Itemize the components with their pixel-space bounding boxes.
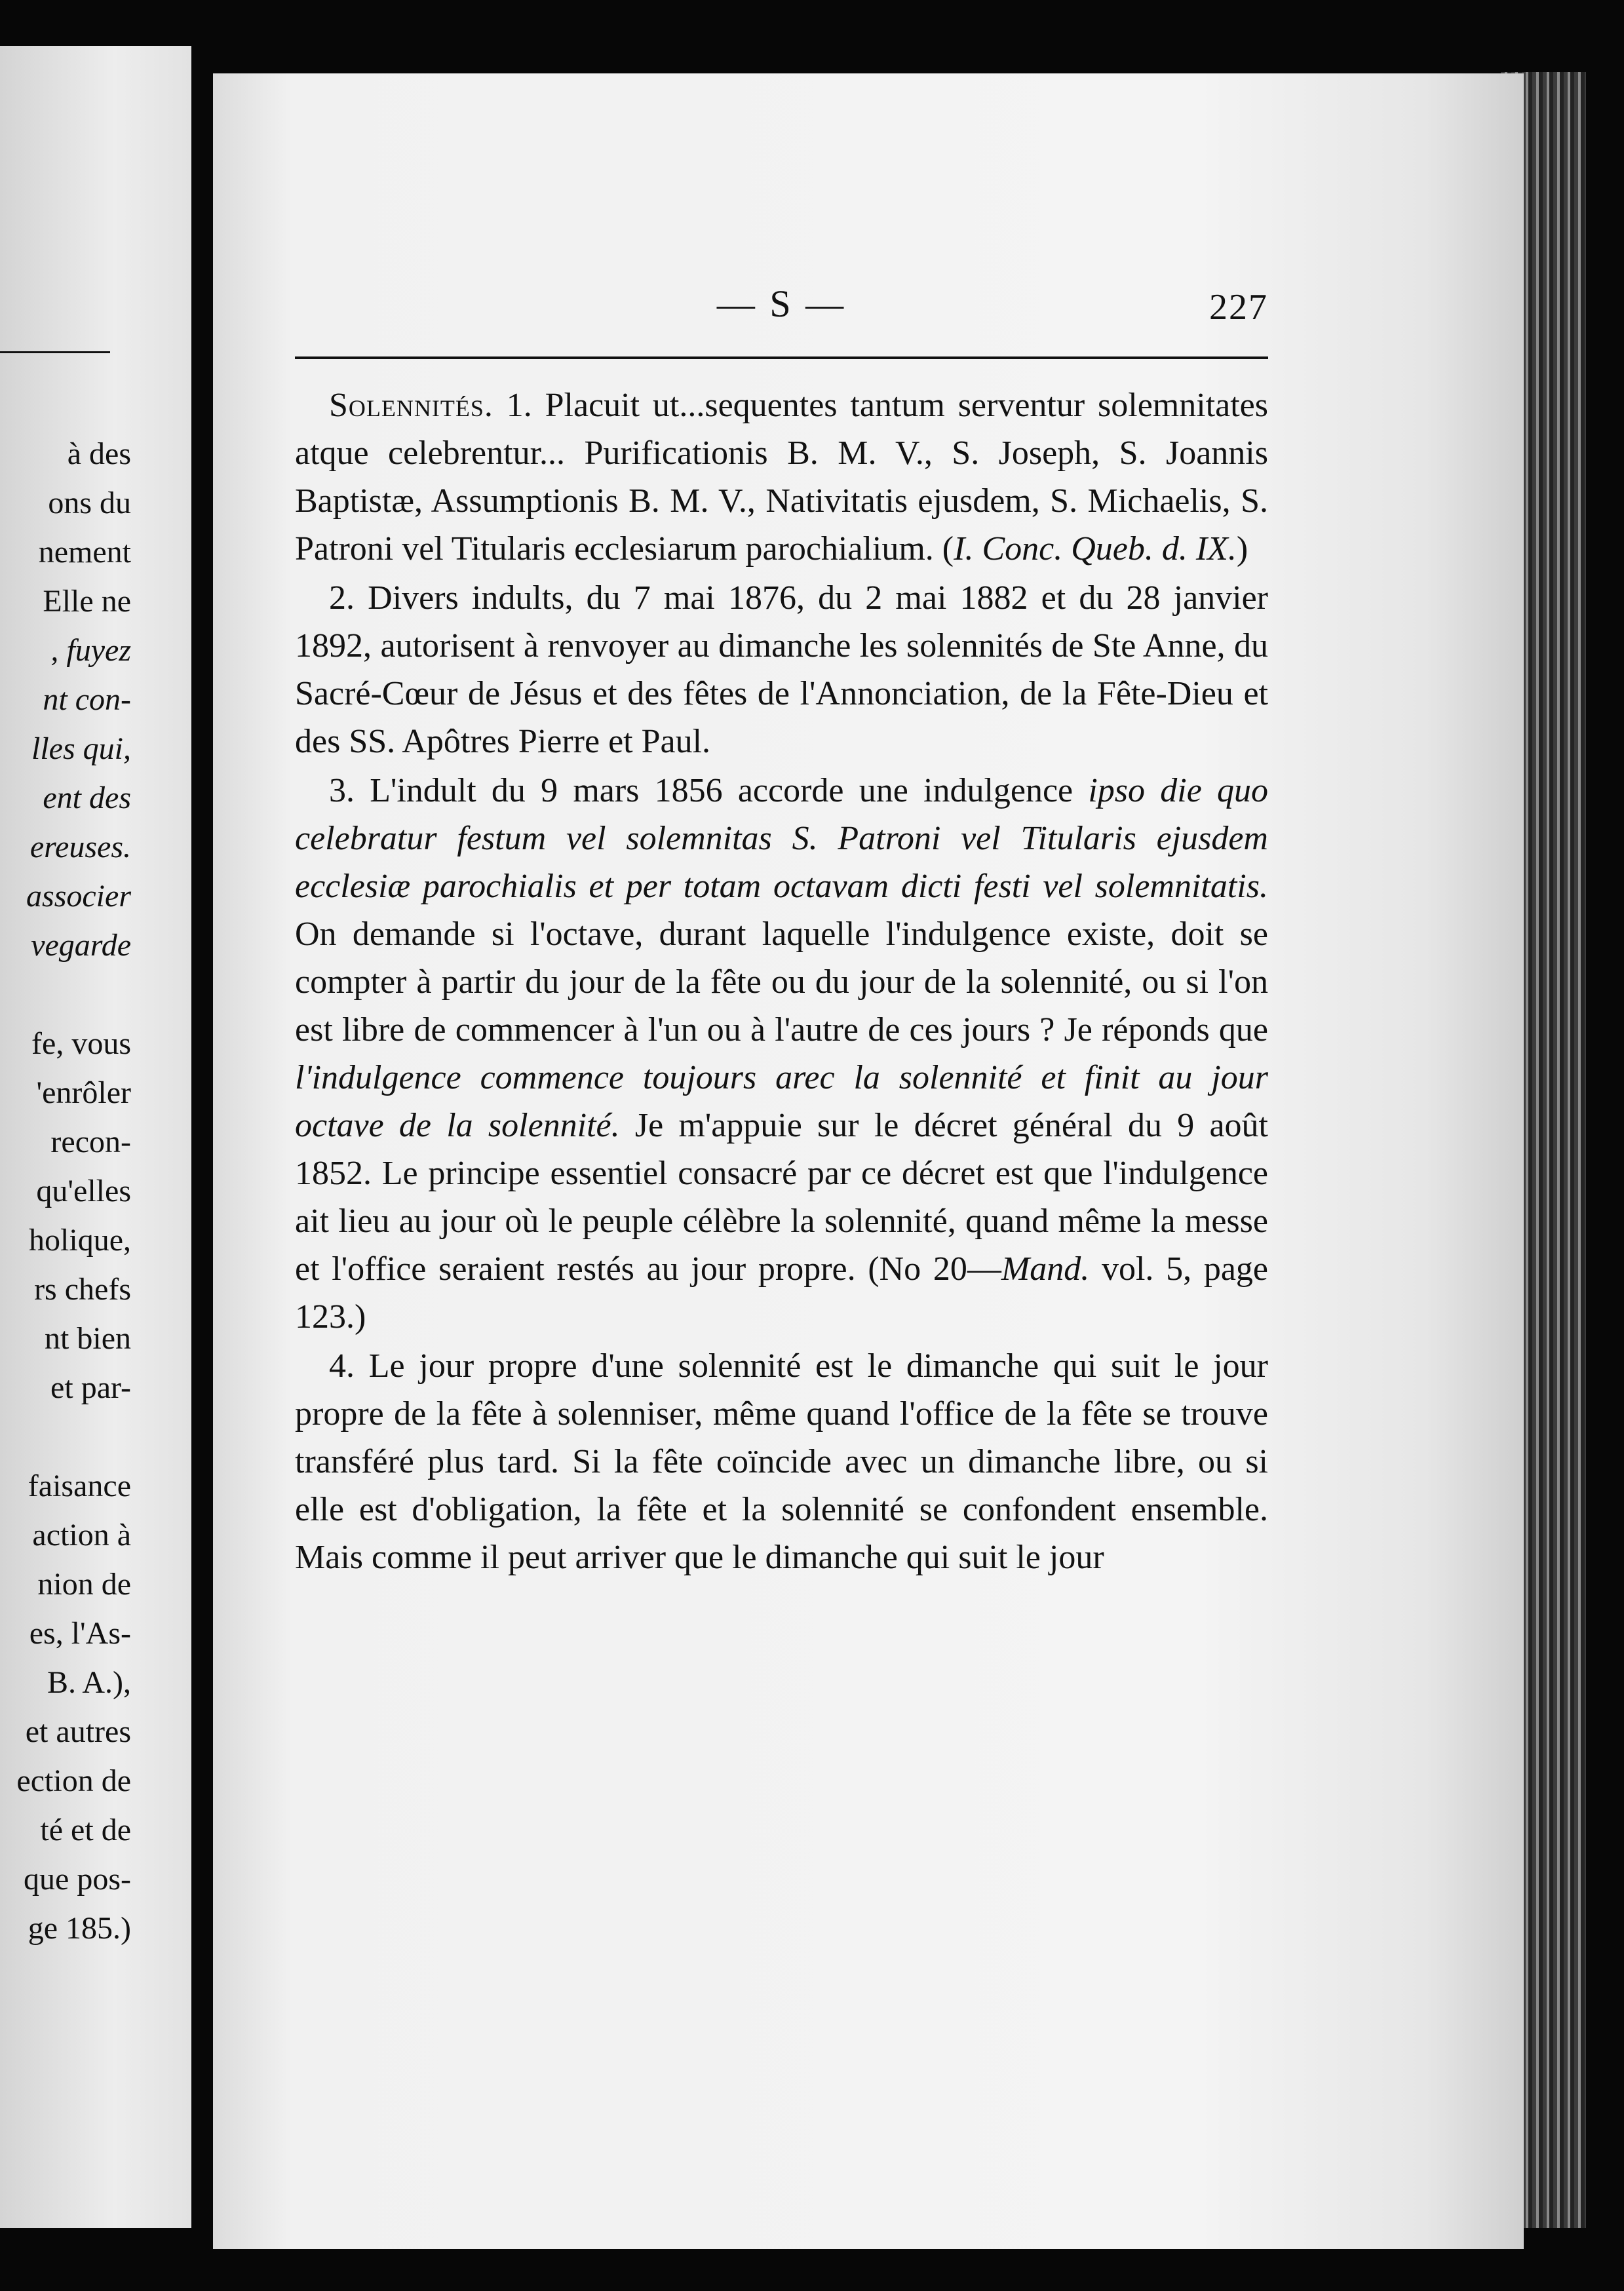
paragraph-2: 2. Divers indults, du 7 mai 1876, du 2 mai 1882 et du 28 janvier 1892, autorisent à renvoyer au dimanche les solennités de Ste Anne, du Sacré-Cœur de Jésus et des fêtes de l'Annonciation, de la Fête-Dieu et des SS. Apôtres Pierre et Paul. <box>295 579 1268 760</box>
previous-page-line: et par- <box>50 1370 131 1405</box>
previous-page-line: associer <box>26 879 131 914</box>
previous-page-line: faisance <box>28 1469 131 1503</box>
previous-page-line: holique, <box>29 1223 131 1258</box>
previous-page-line: nt bien <box>45 1321 131 1356</box>
previous-page-line: ereuses. <box>29 830 131 864</box>
paragraph-3-text-c: Je m'appuie sur le décret général du 9 août 1852. Le principe essentiel consacré par ce décret est que l'indulgence ait lieu au jour où le peuple célèbre la solennité, quand même la messe et l'office seraient restés au jour propre. (No 20— <box>295 1107 1268 1288</box>
previous-page-line: qu'elles <box>36 1174 131 1208</box>
entry-heading: Solennités. <box>329 387 493 424</box>
previous-page-line: vegarde <box>31 928 131 963</box>
paragraph-1-text: 1. Placuit ut...sequentes tantum serventur solemnitates atque celebrentur... Purificationis B. M. V., S. Joseph, S. Joannis Baptistæ, Assumptionis B. M. V., Nativitatis ejusdem, S. Michaelis, S. Patroni vel Titularis ecclesiarum parochialium. ( <box>295 387 1268 568</box>
previous-page-line: recon- <box>50 1125 131 1159</box>
previous-page-line: ection de <box>16 1763 131 1798</box>
paragraph-3 <box>295 767 1268 1341</box>
previous-page-line: à des <box>67 436 131 471</box>
line-gap <box>0 970 131 1019</box>
previous-page-text <box>0 429 131 1953</box>
latin-quote: ipso die quo celebratur festum vel solemnitas S. Patroni vel Titularis ejusdem ecclesiæ parochialis et per totam octavam dicti festi vel solemnitatis. <box>295 772 1269 905</box>
previous-page-line: que pos- <box>24 1862 131 1896</box>
page-number: 227 <box>1209 287 1268 328</box>
paragraph-3-text-d: vol. 5, page 123.) <box>295 1250 1268 1336</box>
previous-page-rule <box>0 351 110 353</box>
previous-page-fragment <box>0 46 191 2228</box>
previous-page-line: nement <box>38 535 131 569</box>
paragraph-4: 4. Le jour propre d'une solennité est le dimanche qui suit le jour propre de la fête à solenniser, même quand l'office de la fête se trouve transféré plus tard. Si la fête coïncide avec un dimanche libre, ou si elle est d'obligation, la fête et la solennité se confondent ensemble. Mais comme il peut arriver que le dimanche qui suit le jour <box>295 1347 1268 1576</box>
citation: I. Conc. Queb. d. IX. <box>954 530 1237 568</box>
body-text <box>295 381 1268 1583</box>
previous-page-line: Elle ne <box>43 584 131 619</box>
previous-page-line: ge 185.) <box>28 1911 131 1946</box>
previous-page-line: , fuyez <box>50 633 131 668</box>
previous-page-line: action à <box>32 1518 131 1552</box>
line-gap <box>0 1412 131 1461</box>
book-page <box>213 73 1524 2249</box>
previous-page-line: nion de <box>37 1567 131 1602</box>
previous-page-line: et autres <box>25 1714 131 1749</box>
previous-page-line: fe, vous <box>31 1026 131 1061</box>
paragraph-1 <box>295 381 1268 573</box>
previous-page-line: ons du <box>48 486 131 520</box>
previous-page-line: ent des <box>43 780 131 815</box>
previous-page-line: nt con- <box>43 682 131 717</box>
paragraph-1-close: ) <box>1236 530 1248 568</box>
running-head: — S — <box>716 282 847 325</box>
paragraph-3-text-a: 3. L'indult du 9 mars 1856 accorde une indulgence <box>329 772 1089 809</box>
previous-page-line: rs chefs <box>34 1272 131 1307</box>
mand-reference: Mand. <box>1001 1250 1090 1288</box>
header-rule <box>295 356 1268 359</box>
previous-page-line: té et de <box>40 1813 131 1847</box>
previous-page-line: B. A.), <box>47 1665 131 1700</box>
previous-page-line: lles qui, <box>31 731 131 766</box>
answer-italic: l'indulgence commence toujours arec la solennité et finit au jour octave de la solennité. <box>295 1059 1268 1144</box>
previous-page-line: 'enrôler <box>36 1075 131 1110</box>
paragraph-3-text-b: On demande si l'octave, durant laquelle l'indulgence existe, doit se compter à partir du jour de la fête ou du jour de la solennité, ou si l'on est libre de commencer à l'un ou à l'autre de ces jours ? Je réponds que <box>295 915 1268 1049</box>
previous-page-line: es, l'As- <box>29 1616 131 1651</box>
